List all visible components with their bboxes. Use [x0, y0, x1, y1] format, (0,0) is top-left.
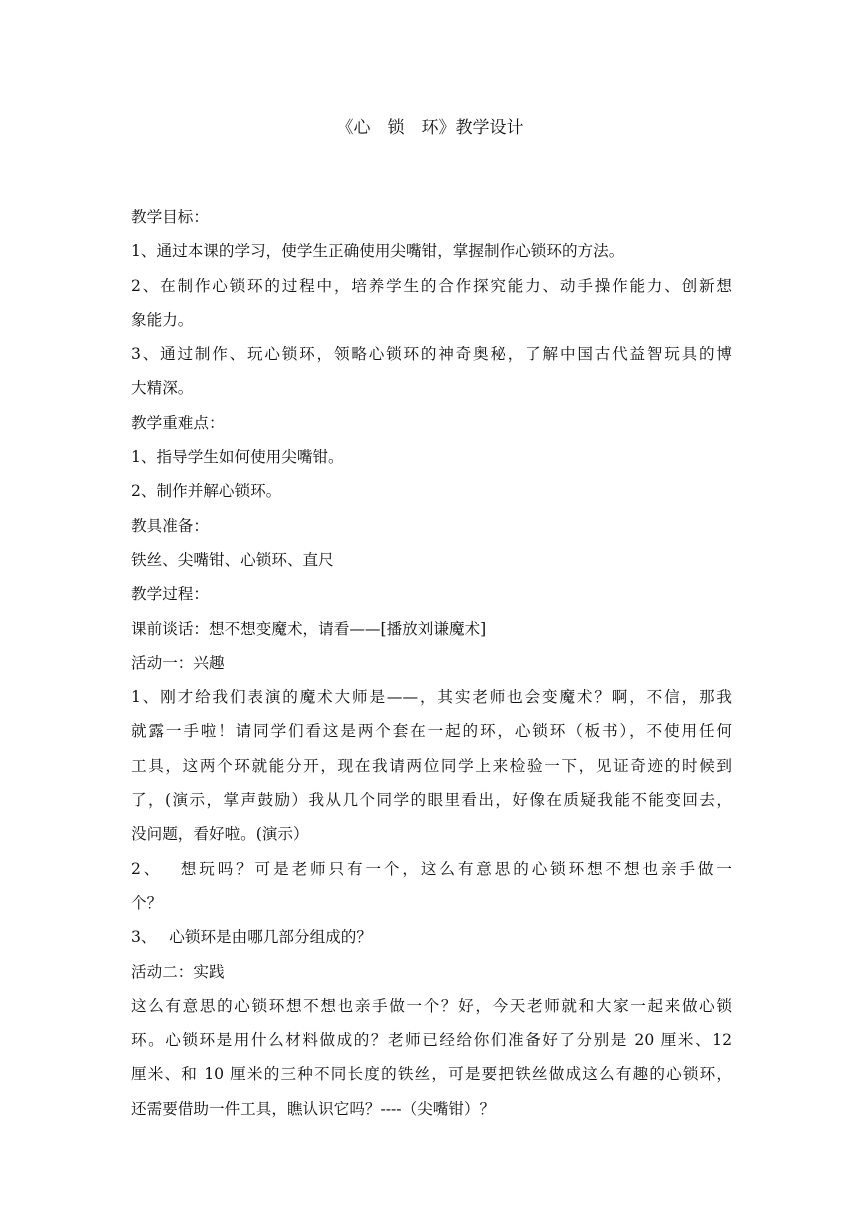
- text-line: 了，(演示，掌声鼓励）我从几个同学的眼里看出，好像在质疑我能不能变回去，: [131, 791, 732, 810]
- text-line: 1、指导学生如何使用尖嘴钳。: [131, 448, 344, 467]
- text-line: 大精深。: [131, 379, 194, 398]
- text-line: 象能力。: [131, 310, 194, 329]
- text-line: 工具，这两个环就能分开，现在我请两位同学上来检验一下，见证奇迹的时候到: [131, 756, 732, 775]
- text-line: 个？: [131, 893, 163, 912]
- text-line: 教学目标：: [131, 208, 209, 226]
- text-line: 还需要借助一件工具，瞧认识它吗？----（尖嘴钳）？: [131, 1099, 496, 1118]
- text-line: 2、制作并解心锁环。: [131, 482, 282, 501]
- text-line: 就露一手啦！请同学们看这是两个套在一起的环，心锁环（板书），不使用任何: [131, 722, 732, 741]
- text-line: 没问题，看好啦。(演示）: [131, 825, 309, 844]
- text-line: 教具准备：: [131, 516, 209, 535]
- text-line: 活动二：实践: [131, 962, 225, 981]
- text-line: 厘米、和 10 厘米的三种不同长度的铁丝，可是要把铁丝做成这么有趣的心锁环，: [131, 1065, 732, 1084]
- text-line: 铁丝、尖嘴钳、心锁环、直尺: [131, 550, 334, 569]
- text-line: 3、通过制作、玩心锁环，领略心锁环的神奇奥秘，了解中国古代益智玩具的博: [131, 345, 732, 364]
- text-line: 教学重难点：: [131, 413, 225, 432]
- document-title: 《心 锁 环》教学设计: [336, 118, 524, 138]
- text-line: 1、刚才给我们表演的魔术大师是——，其实老师也会变魔术？啊，不信，那我: [131, 688, 732, 707]
- document-body: [131, 200, 732, 1126]
- text-line: 教学过程：: [131, 585, 209, 604]
- text-line: 2、在制作心锁环的过程中，培养学生的合作探究能力、动手操作能力、创新想: [131, 276, 732, 295]
- text-line: 3、 心锁环是由哪几部分组成的？: [131, 928, 372, 947]
- text-line: 1、通过本课的学习，使学生正确使用尖嘴钳，掌握制作心锁环的方法。: [131, 242, 625, 261]
- text-line: 课前谈话：想不想变魔术，请看——[播放刘谦魔术]: [131, 619, 487, 638]
- text-line: 活动一：兴趣: [131, 653, 225, 672]
- text-line: 这么有意思的心锁环想不想也亲手做一个？好，今天老师就和大家一起来做心锁: [131, 996, 732, 1015]
- text-line: 2、 想玩吗？可是老师只有一个，这么有意思的心锁环想不想也亲手做一: [131, 859, 732, 878]
- text-line: 环。心锁环是用什么材料做成的？老师已经给你们准备好了分别是 20 厘米、12: [131, 1031, 732, 1050]
